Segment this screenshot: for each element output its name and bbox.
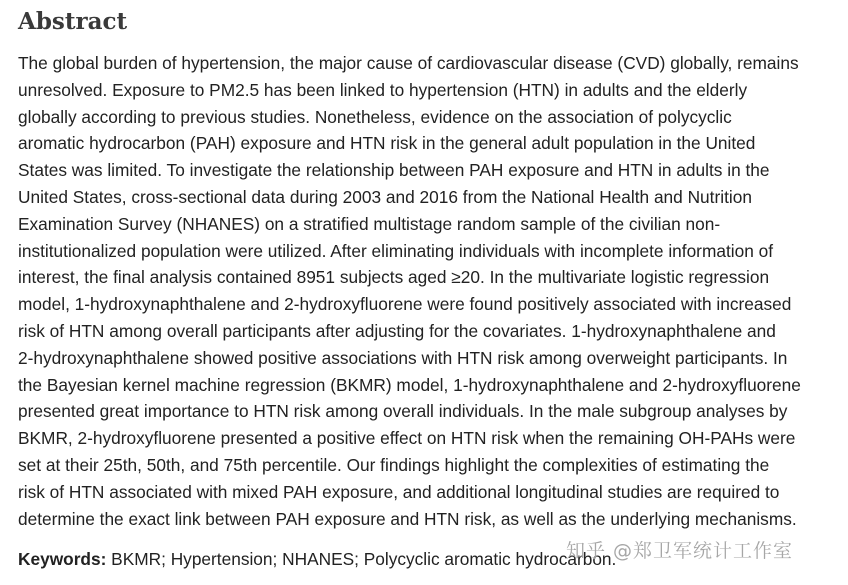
abstract-line: Examination Survey (NHANES) on a stratified multistage random sample of the civilian non- [18,213,721,234]
abstract-line: set at their 25th, 50th, and 75th percentile. Our findings highlight the complexities of estimating the [18,454,770,475]
abstract-body [18,50,830,532]
abstract-line: risk of HTN associated with mixed PAH exposure, and additional longitudinal studies are required to [18,481,780,502]
abstract-line: determine the exact link between PAH exposure and HTN risk, as well as the underlying mechanisms. [18,508,797,529]
abstract-section [18,6,830,532]
watermark: 知乎 @郑卫军统计工作室 [566,540,794,562]
abstract-line: BKMR, 2-hydroxyfluorene presented a positive effect on HTN risk when the remaining OH-PAHs were [18,428,796,449]
abstract-line: The global burden of hypertension, the major cause of cardiovascular disease (CVD) globally, remains [18,53,799,73]
abstract-line: risk of HTN among overall participants after adjusting for the covariates. 1-hydroxynaphthalene and [18,320,776,341]
abstract-line: interest, the final analysis contained 8951 subjects aged ≥20. In the multivariate logistic regression [18,267,770,288]
keywords-text: BKMR; Hypertension; NHANES; Polycyclic aromatic hydrocarbon. [111,549,617,569]
abstract-line: aromatic hydrocarbon (PAH) exposure and HTN risk in the general adult population in the United [18,133,756,154]
abstract-line: presented great importance to HTN risk among overall individuals. In the male subgroup analyses by [18,401,788,422]
abstract-line: model, 1-hydroxynaphthalene and 2-hydroxyfluorene were found positively associated with increased [18,294,792,315]
abstract-heading: Abstract [18,8,128,35]
keywords-label: Keywords: [18,549,107,569]
keywords-line [18,546,616,572]
abstract-line: institutionalized population were utilized. After eliminating individuals with incomplete information of [18,240,774,261]
abstract-line: globally according to previous studies. Nonetheless, evidence on the association of polycyclic [18,106,732,127]
abstract-line: 2-hydroxynaphthalene showed positive associations with HTN risk among overweight participants. In [18,347,788,368]
abstract-line: the Bayesian kernel machine regression (BKMR) model, 1-hydroxynaphthalene and 2-hydroxyfluorene [18,374,801,395]
abstract-line: unresolved. Exposure to PM2.5 has been linked to hypertension (HTN) in adults and the elderly [18,79,748,100]
abstract-line: United States, cross-sectional data during 2003 and 2016 from the National Health and Nutrition [18,186,752,207]
abstract-line: States was limited. To investigate the relationship between PAH exposure and HTN in adults in the [18,160,770,181]
